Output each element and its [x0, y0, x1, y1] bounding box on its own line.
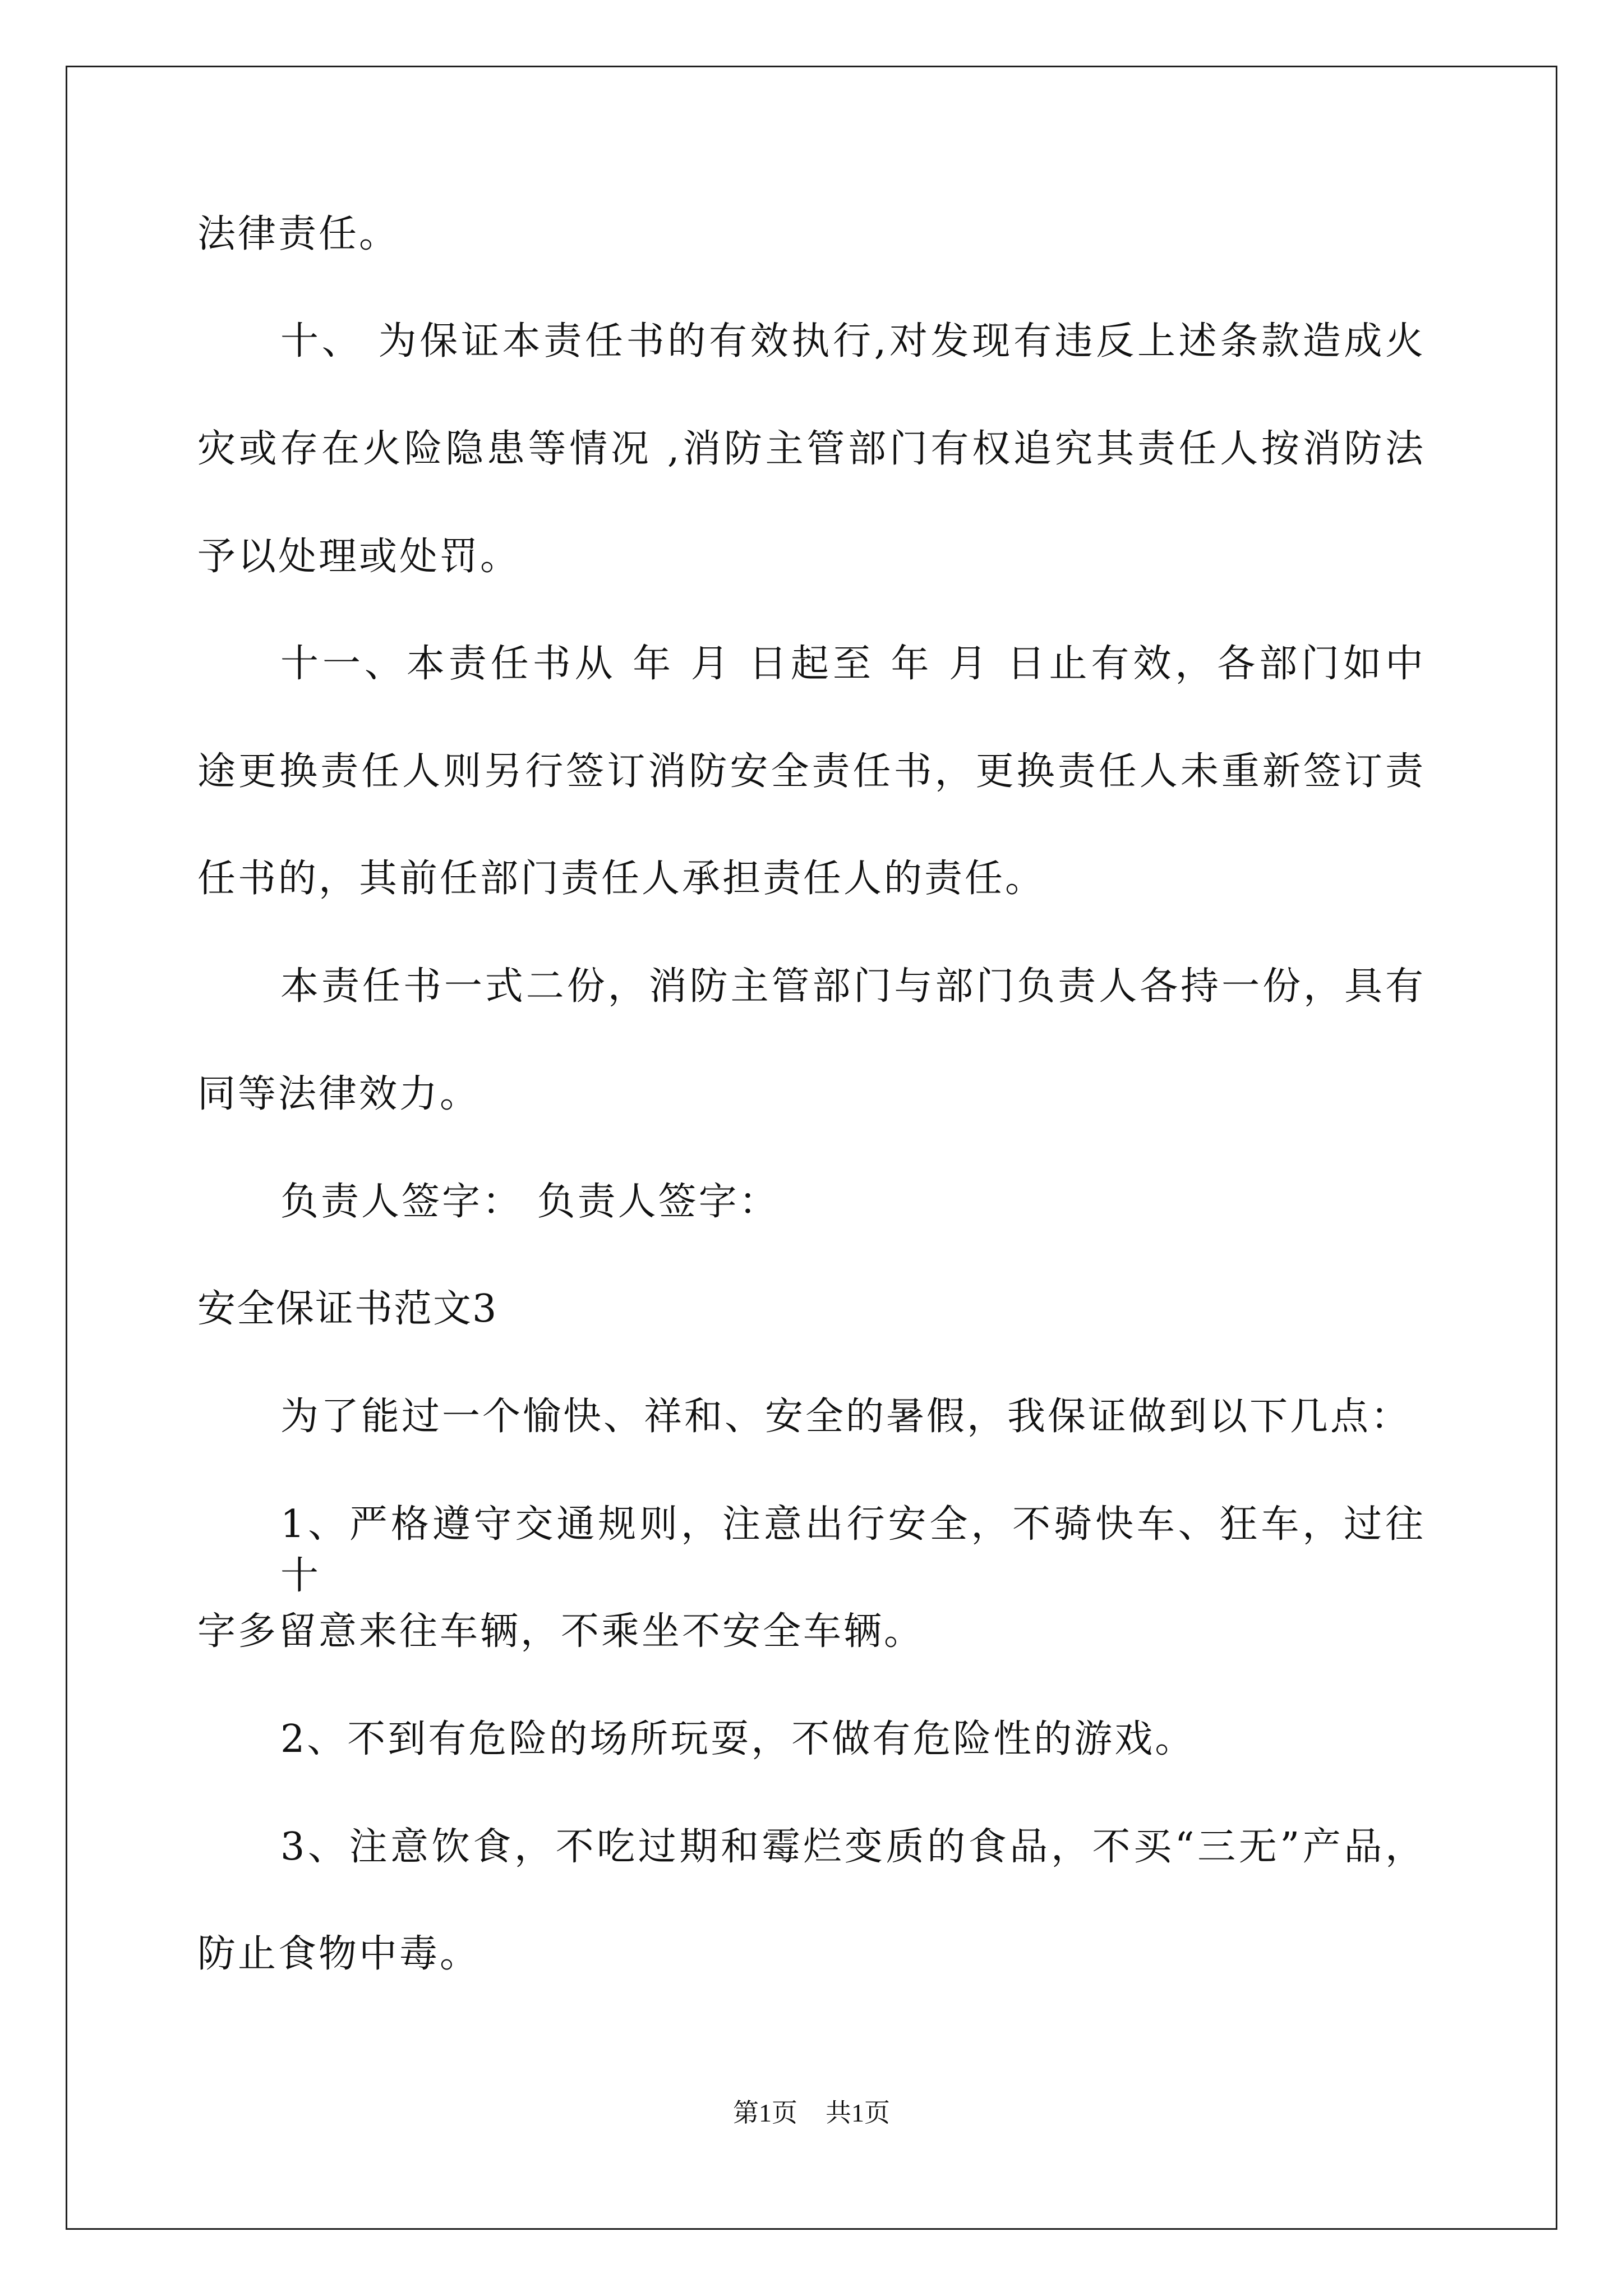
text-line: 防止食物中毒。 [197, 1932, 481, 1976]
text-line: 本责任书一式二份，消防主管部门与部门负责人各持一份，具有 [280, 964, 1426, 1009]
text-line: 字多留意来往车辆，不乘坐不安全车辆。 [197, 1609, 925, 1654]
text-line: 十、 为保证本责任书的有效执行,对发现有违反上述条款造成火 [280, 319, 1426, 364]
page-total: 共1页 [826, 2099, 890, 2127]
text-line: 1、严格遵守交通规则，注意出行安全，不骑快车、狂车，过往十 [280, 1502, 1426, 1598]
page-footer [0, 2092, 1623, 2129]
text-line: 3、注意饮食，不吃过期和霉烂变质的食品，不买“三无”产品， [280, 1825, 1426, 1869]
text-line: 任书的，其前任部门责任人承担责任人的责任。 [197, 857, 1046, 901]
signature-line: 负责人签字： 负责人签字： [280, 1180, 780, 1224]
page-number: 第1页 [733, 2099, 797, 2127]
text-line: 予以处理或处罚。 [197, 535, 521, 579]
text-line: 2、不到有危险的场所玩耍，不做有危险性的游戏。 [280, 1717, 1196, 1761]
text-line: 十一、本责任书从 年 月 日起至 年 月 日止有效，各部门如中 [280, 642, 1426, 686]
text-line: 途更换责任人则另行签订消防安全责任书，更换责任人未重新签订责 [197, 749, 1426, 794]
text-line: 法律责任。 [197, 212, 400, 256]
page-border [66, 66, 1557, 2230]
section-heading: 安全保证书范文3 [197, 1287, 498, 1331]
text-line: 灾或存在火险隐患等情况 ,消防主管部门有权追究其责任人按消防法 [197, 427, 1426, 471]
text-line: 为了能过一个愉快、祥和、安全的暑假，我保证做到以下几点： [280, 1395, 1412, 1439]
text-line: 同等法律效力。 [197, 1072, 481, 1116]
